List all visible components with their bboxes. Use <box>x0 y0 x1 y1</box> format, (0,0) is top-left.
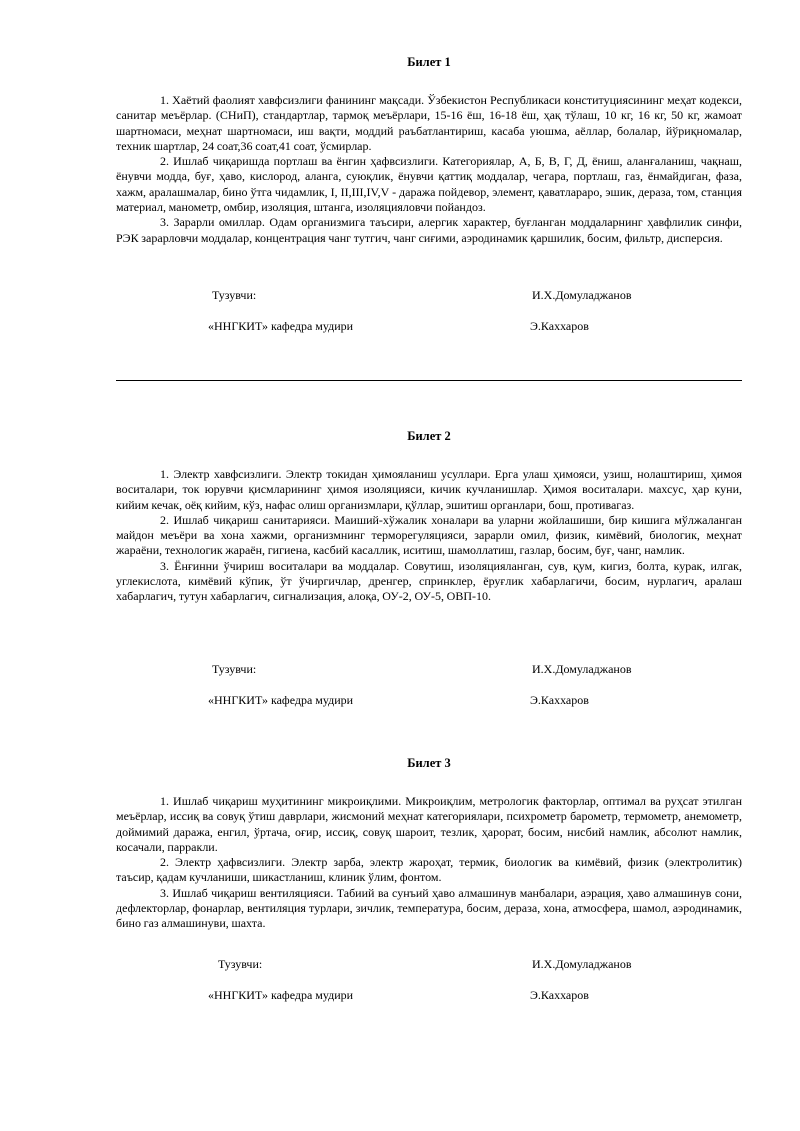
head-of-department-label: «ННГКИТ» кафедра мудири <box>208 319 354 333</box>
compiler-label: Тузувчи: <box>212 662 257 676</box>
ticket-question: 1. Ишлаб чиқариш муҳитининг микроиқлими. Микроиқлим, метрологик факторлар, оптимал ва руҳсат этилган меъёрлар, иссиқ ва совуқ ўтиш даврлари, жисмоний меҳнат категориялари, психрометр барометр, термометр, анемометр, доймимий даража, енгил, ўртача, оғир, иссиқ, совуқ шароит, тезлик, ҳарорат, босим, нисбий намлик, абсолют намлик, косачали, парракли. <box>116 794 742 854</box>
head-of-department-label: «ННГКИТ» кафедра мудири <box>208 988 354 1002</box>
head-of-department-name: Э.Каххаров <box>530 319 589 333</box>
ticket-question: 3. Ишлаб чиқариш вентиляцияси. Табиий ва сунъий ҳаво алмашинув манбалари, аэрация, ҳаво алмашинув сони, дефлекторлар, фонарлар, вентиляция турлари, зичлик, температура, босим, дераза, хона, атмосфера, шамол, аэродинамик, бино газ алмашинуви, шахта. <box>116 885 742 931</box>
head-of-department-label: «ННГКИТ» кафедра мудири <box>208 693 354 707</box>
ticket-question: 3. Зарарли омиллар. Одам организмига таъсири, алергик характер, буғланган моддаларнинг ҳавфлилик синфи, РЭК зарарловчи моддалар, концентрация чанг тутгич, чанг сиғими, аэродинамик қаршилик, босим, фильтр, дисперсия. <box>116 215 742 245</box>
ticket-question: 3. Ёнғинни ўчириш воситалари ва моддалар. Совутиш, изоляцияланган, сув, қум, кигиз, болта, курак, илгак, углекислота, кимёвий кўпик, ўт ўчиргичлар, дренгер, спринклер, ёруғлик хабарлагичи, босим, нурлагич, аралаш хабарлагич, тутун хабарлагич, сигнализация, алоқа, ОУ-2, ОУ-5, ОВП-10. <box>116 558 742 604</box>
signature-row <box>116 956 742 972</box>
signature-row <box>116 692 742 708</box>
ticket-question: 1. Хаётий фаолият хавфсизлиги фанининг мақсади. Ўзбекистон Республикаси конституциясининг меҳат кодекси, санитар меъёрлар. (СНиП), стандартлар, тармоқ меъёрлари, 15-16 ёш, 16-18 ёш, ҳақ тўлаш, 10 кг, 16 кг, 50 кг, жамоат шартномаси, меҳнат шартномаси, иш вақти, моддий раъбатлантириш, касаба уюшма, аёллар, болалар, йўриқномалар, техник шартлар, 24 соат,36 соат,41 соат, ўсмирлар. <box>116 93 742 153</box>
ticket-1 <box>116 55 742 246</box>
ticket-title: Билет 2 <box>407 429 451 443</box>
ticket-3 <box>116 756 742 932</box>
compiler-label: Тузувчи: <box>212 288 257 302</box>
ticket-question: 2. Ишлаб чиқаришда портлаш ва ёнгин ҳафвсизлиги. Категориялар, А, Б, В, Г, Д, ёниш, аланғаланиш, чақнаш, ёнувчи модда, буғ, ҳаво, кислород, аланга, суюқлик, ёнувчи қаттиқ моддалар, чегара, портлаш, газ, ёнмайдиган, фаза, хажм, аралашмалар, бино ўтга чидамлик, I, II,III,IV,V - даража пойдевор, элемент, қаватлараро, эшик, дераза, том, станция материал, манометр, омбир, изоляция, штанга, изоляцияловчи пойандоз. <box>116 154 742 215</box>
ticket-question: 2. Ишлаб чиқариш санитарияси. Маиший-хўжалик хоналари ва уларни жойлашиши, бир кишига мўлжаланган майдон меъёри ва хона хажми, организмнинг терморегуляцияси, зарарли омил, физик, кимёвий, биологик, меҳнат жараёни, технологик жараён, гигиена, касбий касаллик, иситиш, шамоллатиш, газлар, босим, буғ, чанг, намлик. <box>116 512 742 558</box>
compiler-name: И.Х.Домуладжанов <box>532 957 632 971</box>
signature-row <box>116 661 742 677</box>
ticket-question: 1. Электр хавфсизлиги. Электр токидан ҳимояланиш усуллари. Ерга улаш ҳимояси, узиш, нолаштириш, ҳимоя воситалари, ток юрувчи қисмларининг ҳимоя изоляцияси, кичик кучланишлар. Ҳимоя воситалари. махсус, ҳар куни, кийим кечак, оёқ кийим, кўз, нафас олиш организмлари, қўллар, эшитиш органлари, бош, противагаз. <box>116 467 742 512</box>
signature-row <box>116 287 742 303</box>
ticket-title: Билет 1 <box>407 55 451 69</box>
head-of-department-name: Э.Каххаров <box>530 988 589 1002</box>
signature-row <box>116 318 742 334</box>
ticket-2 <box>116 429 742 605</box>
ticket-question: 2. Электр ҳафвсизлиги. Электр зарба, электр жароҳат, термик, биологик ва кимёвий, физик (электролитик) таъсир, қадам кучланиши, шикастланиш, клиник ўлим, фонтом. <box>116 855 742 885</box>
compiler-name: И.Х.Домуладжанов <box>532 662 632 676</box>
compiler-name: И.Х.Домуладжанов <box>532 288 632 302</box>
signature-row <box>116 987 742 1003</box>
ticket-divider <box>116 380 742 381</box>
compiler-label: Тузувчи: <box>218 957 263 971</box>
head-of-department-name: Э.Каххаров <box>530 693 589 707</box>
ticket-title: Билет 3 <box>407 756 451 770</box>
